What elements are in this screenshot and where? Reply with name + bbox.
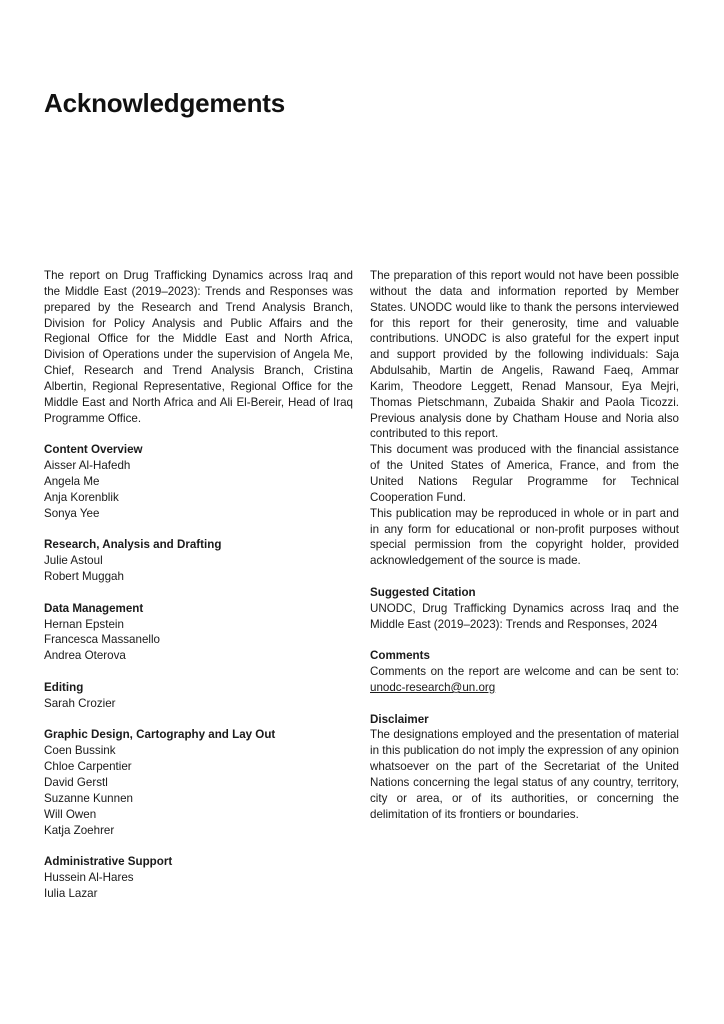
funding-paragraph: This document was produced with the financial assistance of the United States of America, France, and from the United Nations Regular Programme for Technical Cooperation Fund. [370,443,679,504]
section-heading: Editing [44,680,84,694]
comments-heading: Comments [370,649,430,663]
disclaimer-heading: Disclaimer [370,712,429,726]
section-heading: Research, Analysis and Drafting [44,538,222,552]
section-research-analysis-drafting [44,537,353,585]
disclaimer [370,712,679,823]
contributor-name: Sarah Crozier [44,696,116,710]
disclaimer-text: The designations employed and the presentation of material in this publication do not imply the expression of any opinion whatsoever on the part of the Secretariat of the United Nations concerning the legal status of any country, territory, city or area, or of its authorities, or concerning the delimitation of its frontiers or boundaries. [370,728,679,821]
preparation-paragraph: The preparation of this report would not have been possible without the data and information reported by Member States. UNODC would like to thank the persons interviewed for this report for their generosity, time and valuable contributions. UNODC is also grateful for the expert input and support provided by the following individuals: Saja Abdulsahib, Martin de Angelis, Rawand Faeq, Ammar Karim, Theodore Leggett, Renad Mansour, Eya Mejri, Thomas Pietschmann, Zubaida Shakir and Paola Ticozzi. Previous analysis done by Chatham House and Noria also contributed to this report. [370,269,679,441]
citation-text: UNODC, Drug Trafficking Dynamics across Iraq and the Middle East (2019–2023): Trends and Responses, 2024 [370,601,679,631]
contributor-name: David Gerstl [44,776,108,789]
intro-paragraph: The report on Drug Trafficking Dynamics across Iraq and the Middle East (2019–2023): Trends and Responses was prepared by the Research and Trend Analysis Branch, Division for Policy Analysis and Public Affairs and the Regional Office for the Middle East and North Africa, Division of Operations under the supervision of Angela Me, Chief, Research and Trend Analysis Branch, Cristina Albertin, Regional Representative, Regional Office for the Middle East and North Africa and Ali El-Bereir, Head of Iraq Programme Office. [44,269,353,425]
comments-body [370,664,679,696]
contributor-name: Iulia Lazar [44,886,98,900]
contributor-name: Andrea Oterova [44,649,126,663]
comments-text: Comments on the report are welcome and can be sent to: [370,665,679,679]
contributor-name: Aisser Al-Hafedh [44,459,131,473]
contributor-name: Anja Korenblik [44,490,119,504]
left-column [44,268,353,902]
reproduction-paragraph: This publication may be reproduced in whole or in part and in any form for educational or non-profit purposes without special permission from the copyright holder, provided acknowledgement of the source is made. [370,506,679,568]
section-graphic-design [44,727,353,838]
section-content-overview [44,442,353,521]
contributor-name: Suzanne Kunnen [44,791,133,805]
page-title: Acknowledgements [44,88,285,118]
suggested-citation [370,585,679,633]
comments [370,648,679,696]
contributor-name: Coen Bussink [44,744,116,758]
contributor-name: Julie Astoul [44,554,103,568]
section-administrative-support [44,854,353,902]
contributor-name: Katja Zoehrer [44,823,115,837]
section-heading: Graphic Design, Cartography and Lay Out [44,728,276,742]
citation-heading: Suggested Citation [370,585,476,599]
section-data-management [44,601,353,664]
section-heading: Content Overview [44,443,143,457]
contributor-name: Hussein Al-Hares [44,871,134,885]
section-heading: Data Management [44,601,144,615]
contributor-name: Chloe Carpentier [44,760,132,774]
contributor-name: Will Owen [44,807,97,821]
contributor-name: Francesca Massanello [44,633,160,647]
right-column [370,268,679,823]
email-link[interactable]: unodc-research@un.org [370,680,496,694]
contributor-name: Sonya Yee [44,506,100,520]
contributor-name: Hernan Epstein [44,617,124,631]
section-editing [44,680,353,712]
contributor-name: Robert Muggah [44,570,124,584]
contributor-name: Angela Me [44,474,100,488]
section-heading: Administrative Support [44,855,173,869]
